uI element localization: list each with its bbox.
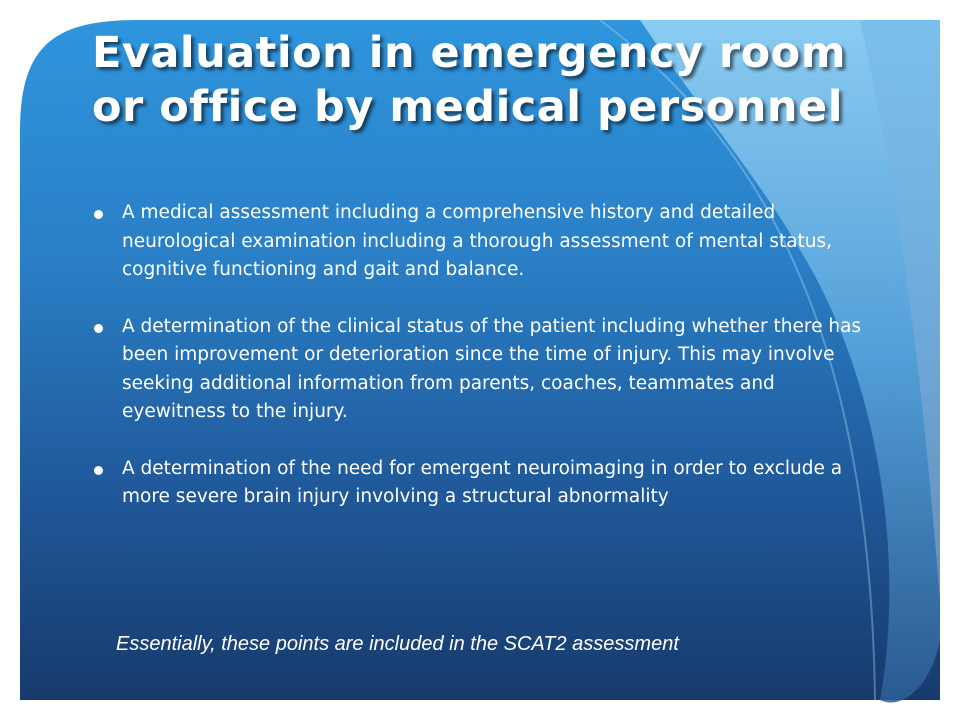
bullet-text: A medical assessment including a comprehensive history and detailed neurological examination including a thorough assessment of mental status, cognitive functioning and gait and balance. — [122, 202, 833, 280]
bullet-item — [92, 199, 872, 285]
bullet-dot-icon — [94, 324, 103, 333]
title-line-1: Evaluation in emergency room — [92, 28, 847, 78]
footnote: Essentially, these points are included in the SCAT2 assessment — [116, 633, 679, 655]
bullet-item — [92, 313, 872, 427]
bullet-text: A determination of the need for emergent neuroimaging in order to exclude a more severe brain injury involving a structural abnormality — [122, 457, 843, 507]
bullet-list — [92, 199, 872, 540]
bullet-dot-icon — [94, 466, 103, 475]
bullet-item — [92, 455, 872, 512]
slide-title — [92, 26, 912, 134]
bullet-text: A determination of the clinical status of the patient including whether there has been improvement or deterioration since the time of injury. This may involve seeking additional information from parents, coaches, teammates and eyewitness to the injury. — [122, 315, 862, 422]
title-line-2: or office by medical personnel — [92, 82, 843, 132]
bullet-dot-icon — [94, 210, 103, 219]
